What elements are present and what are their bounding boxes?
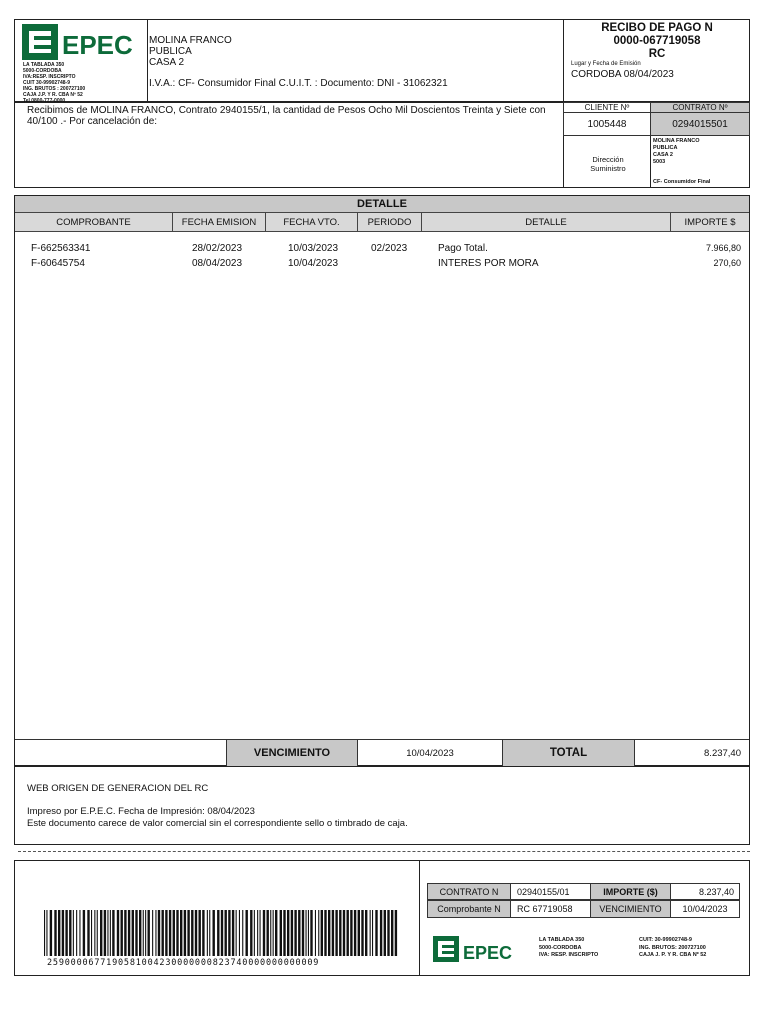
- origin-text: WEB ORIGEN DE GENERACION DEL RC: [27, 783, 209, 794]
- barcode-bar: [370, 910, 371, 956]
- barcode-bar: [112, 910, 114, 956]
- barcode-bar: [315, 910, 316, 956]
- barcode-bar: [347, 910, 349, 956]
- barcode-bar: [155, 910, 156, 956]
- barcode-bar: [387, 910, 389, 956]
- barcode-bar: [173, 910, 175, 956]
- barcode-bar: [199, 910, 201, 956]
- barcode-bar: [280, 910, 282, 956]
- barcode-bar: [310, 910, 312, 956]
- direccion-divider: [650, 136, 651, 188]
- place-date-label: Lugar y Fecha de Emisión: [571, 61, 641, 67]
- barcode-bar: [225, 910, 227, 956]
- barcode-bar: [213, 910, 215, 956]
- barcode-bar: [94, 910, 95, 956]
- barcode-bar: [294, 910, 296, 956]
- barcode-number: 2590000677190581004230000000823740000000000009: [47, 958, 320, 968]
- barcode-bar: [128, 910, 130, 956]
- barcode-bar: [232, 910, 234, 956]
- barcode-bar: [87, 910, 89, 956]
- customer-iva: I.V.A.: CF- Consumidor Final C.U.I.T. : Documento: DNI - 31062321: [149, 78, 448, 89]
- contrato-label: CONTRATO Nº: [650, 102, 750, 113]
- barcode-bar: [191, 910, 193, 956]
- disclaimer-text: Este documento carece de valor comercial sin el correspondiente sello o timbrado de caja.: [27, 818, 408, 829]
- barcode-bar: [83, 910, 85, 956]
- stub-importe-label: IMPORTE ($): [590, 883, 671, 900]
- printed-text: Impreso por E.P.E.C. Fecha de Impresión: 08/04/2023: [27, 806, 255, 817]
- customer-info: MOLINA FRANCO PUBLICA CASA 2: [149, 35, 232, 68]
- barcode-bar: [318, 910, 319, 956]
- barcode-bar: [79, 910, 80, 956]
- total-label: TOTAL: [502, 740, 635, 766]
- barcode-bar: [365, 910, 367, 956]
- barcode-bar: [50, 910, 52, 956]
- receipt-title-block: [564, 22, 750, 61]
- stub-vencimiento-value: 10/04/2023: [670, 900, 740, 918]
- barcode-bar: [391, 910, 393, 956]
- barcode-bar: [158, 910, 160, 956]
- direccion-lines: MOLINA FRANCO PUBLICA CASA 2 5003: [653, 138, 700, 165]
- barcode-bar: [308, 910, 309, 956]
- stub-divider: [419, 860, 420, 976]
- barcode-bar: [358, 910, 360, 956]
- barcode-bar: [209, 910, 210, 956]
- barcode-bar: [257, 910, 258, 956]
- barcode-bar: [124, 910, 126, 956]
- barcode-bar: [169, 910, 171, 956]
- stub-address-right: CUIT: 30-99902748-9 ING. BRUTOS: 200727100 CAJA J. P. Y R. CBA Nº 52: [639, 937, 707, 958]
- barcode-bar: [332, 910, 334, 956]
- col-fecha-emision: FECHA EMISION: [173, 213, 266, 231]
- barcode-bar: [62, 910, 64, 956]
- barcode-bar: [275, 910, 277, 956]
- barcode-bar: [65, 910, 67, 956]
- barcode-bar: [107, 910, 108, 956]
- col-importe: IMPORTE $: [684, 216, 736, 228]
- barcode-bar: [69, 910, 71, 956]
- receipt-title: RECIBO DE PAGO N: [601, 22, 713, 34]
- stub-contrato-value: 02940155/01: [510, 883, 591, 900]
- barcode-bar: [246, 910, 248, 956]
- barcode-bar: [207, 910, 208, 956]
- barcode-bar: [291, 910, 293, 956]
- barcode-bar: [361, 910, 363, 956]
- barcode-bar: [395, 910, 397, 956]
- barcode-bar: [298, 910, 300, 956]
- barcode-bar: [263, 910, 265, 956]
- received-text: Recibimos de MOLINA FRANCO, Contrato 2940155/1, la cantidad de Pesos Ocho Mil Doscientos Treinta y Siete con 40/100 .- Por cancelación de:: [27, 105, 546, 127]
- stub-importe-value: 8.237,40: [670, 883, 740, 900]
- barcode-bar: [324, 910, 326, 956]
- barcode-bar: [145, 910, 146, 956]
- barcode-bar: [76, 910, 77, 956]
- barcode-bar: [117, 910, 119, 956]
- barcode-bar: [139, 910, 141, 956]
- col-fecha-vto: FECHA VTO.: [266, 213, 358, 231]
- barcode-bar: [152, 910, 153, 956]
- stub-address-left: LA TABLADA 350 5000-CORDOBA IVA: RESP. INSCRIPTO: [539, 937, 599, 958]
- cliente-label: CLIENTE Nº: [563, 102, 651, 113]
- barcode-bar: [350, 910, 352, 956]
- detail-title: DETALLE: [15, 196, 749, 213]
- contrato-value: 0294015501: [650, 112, 750, 136]
- place-date-value: CORDOBA 08/04/2023: [571, 69, 674, 80]
- barcode-bar: [343, 910, 345, 956]
- vencimiento-value: 10/04/2023: [406, 747, 454, 759]
- vencimiento-label: VENCIMIENTO: [226, 740, 358, 766]
- totals-row: [15, 739, 749, 765]
- barcode-bar: [228, 910, 230, 956]
- detail-box: [14, 195, 750, 766]
- barcode-bar: [162, 910, 164, 956]
- col-comprobante: COMPROBANTE: [15, 213, 173, 231]
- barcode-bar: [110, 910, 111, 956]
- detail-header-row: [15, 213, 749, 232]
- barcode-bar: [221, 910, 223, 956]
- barcode-bar: [321, 910, 323, 956]
- direccion-label: Dirección Suministro: [590, 155, 626, 173]
- barcode-bar: [375, 910, 377, 956]
- barcode-bar: [54, 910, 56, 956]
- customer-name: MOLINA FRANCO: [149, 35, 232, 46]
- barcode-bar: [242, 910, 243, 956]
- barcode-bar: [58, 910, 60, 956]
- barcode-bar: [180, 910, 182, 956]
- barcode-bar: [254, 910, 255, 956]
- barcode-bar: [184, 910, 186, 956]
- cut-line: [18, 851, 750, 852]
- header-divider-1: [147, 19, 148, 102]
- stub-comprobante-value: RC 67719058: [510, 900, 591, 918]
- stub-vencimiento-label: VENCIMIENTO: [590, 900, 671, 918]
- barcode-bar: [302, 910, 304, 956]
- barcode-bar: [273, 910, 274, 956]
- stub-epec-logo: [433, 936, 525, 964]
- col-detalle: DETALLE: [422, 213, 671, 231]
- barcode-bar: [217, 910, 219, 956]
- barcode: [44, 910, 400, 960]
- barcode-bar: [176, 910, 178, 956]
- barcode-bar: [384, 910, 386, 956]
- barcode-bar: [91, 910, 92, 956]
- barcode-bar: [339, 910, 341, 956]
- stub-contrato-label: CONTRATO N: [427, 883, 511, 900]
- barcode-bar: [306, 910, 307, 956]
- col-periodo: PERIODO: [358, 213, 422, 231]
- barcode-bar: [187, 910, 189, 956]
- total-value: 8.237,40: [704, 748, 741, 759]
- barcode-bar: [104, 910, 106, 956]
- barcode-bar: [250, 910, 252, 956]
- barcode-bar: [380, 910, 382, 956]
- receipt-number: 0000-067719058: [613, 35, 701, 47]
- barcode-bar: [236, 910, 237, 956]
- barcode-bar: [143, 910, 144, 956]
- barcode-bar: [148, 910, 150, 956]
- barcode-bar: [287, 910, 289, 956]
- stub-logo-brand-text: EPEC: [463, 943, 513, 963]
- epec-logo: [22, 24, 144, 62]
- barcode-bar: [97, 910, 98, 956]
- barcode-bar: [73, 910, 74, 956]
- barcode-bar: [44, 910, 45, 956]
- company-address: LA TABLADA 350 5000-CORDOBA IVA:RESP. INSCRIPTO CUIT 30-99902748-9 ING. BRUTOS : 200727100 CAJA J.P. Y R. CBA Nº 52 Tel 0800-777-0000: [23, 62, 86, 104]
- barcode-bar: [100, 910, 102, 956]
- cliente-value: 1005448: [563, 112, 651, 136]
- barcode-bar: [372, 910, 373, 956]
- stub-comprobante-label: Comprobante N: [427, 900, 511, 918]
- barcode-bar: [239, 910, 240, 956]
- barcode-bar: [328, 910, 330, 956]
- receipt-type: RC: [648, 48, 666, 60]
- barcode-bar: [165, 910, 167, 956]
- barcode-bar: [354, 910, 356, 956]
- barcode-bar: [135, 910, 137, 956]
- barcode-bar: [132, 910, 134, 956]
- barcode-bar: [195, 910, 197, 956]
- barcode-bar: [335, 910, 337, 956]
- barcode-bar: [121, 910, 123, 956]
- barcode-bar: [260, 910, 261, 956]
- barcode-bar: [270, 910, 271, 956]
- logo-brand-text: EPEC: [62, 30, 133, 60]
- condicion-iva: CF- Consumidor Final: [653, 179, 711, 185]
- barcode-bar: [202, 910, 204, 956]
- barcode-bar: [283, 910, 285, 956]
- barcode-bar: [46, 910, 47, 956]
- barcode-bar: [267, 910, 269, 956]
